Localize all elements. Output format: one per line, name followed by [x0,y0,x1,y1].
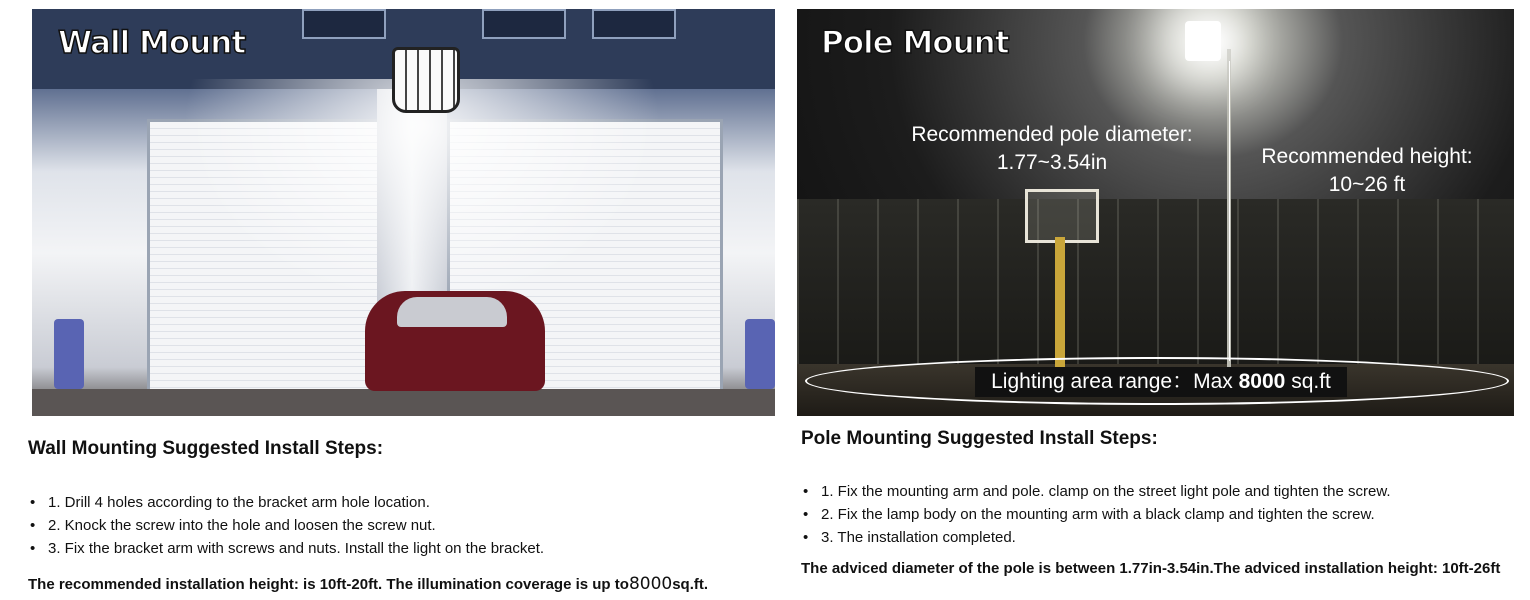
height-dimension-line [1229,61,1230,361]
court-fence [797,199,1514,369]
wall-steps-heading: Wall Mounting Suggested Install Steps: [28,438,384,459]
list-item: • 2. Knock the screw into the hole and loosen the screw nut. [28,514,544,537]
list-item: • 1. Drill 4 holes according to the bracket arm hole location. [28,491,544,514]
pole-diameter-label: Recommended pole diameter: [911,123,1193,146]
wall-note-text: The recommended installation height: is 10ft-20ft. The illumination coverage is up to [28,576,629,593]
wall-mount-title: Wall Mount [58,25,246,61]
list-item: • 1. Fix the mounting arm and pole. clamp on the street light pole and tighten the screw. [801,480,1391,503]
building-window [482,9,566,39]
wall-note-coverage: 8000 [628,574,673,594]
pole-height-label: Recommended height: [1261,145,1473,168]
building-window [302,9,386,39]
list-item: • 3. Fix the bracket arm with screws and nuts. Install the light on the bracket. [28,537,544,560]
solar-lamp-icon [392,47,460,113]
trash-bin [745,319,775,389]
lighting-range-unit: sq.ft [1291,370,1331,393]
light-beam [182,79,662,309]
wall-install-note [28,573,778,596]
lighting-range-text: Lighting area range：Max [991,370,1233,393]
pole-height-annotation [1227,143,1507,199]
wall-note-unit: sq.ft. [672,576,709,593]
ground [32,389,775,416]
list-item: • 2. Fix the lamp body on the mounting arm with a black clamp and tighten the screw. [801,503,1391,526]
building-window [592,9,676,39]
basketball-post [1055,237,1065,367]
wall-mount-photo [32,9,775,416]
basketball-backboard [1025,189,1099,243]
car-rear-window [397,297,507,327]
lighting-range-label [975,367,1347,397]
pole-diameter-value: 1.77~3.54in [996,151,1108,174]
pole-install-note: The adviced diameter of the pole is between 1.77in-3.54in.The adviced installation height: 10ft-26ft [801,560,1501,577]
pole-mount-photo [797,9,1514,416]
pole-lamp-icon [1185,21,1221,61]
trash-bin [54,319,84,389]
pole-diameter-annotation [897,121,1207,177]
wall-steps-list [28,491,544,560]
pole-steps-heading: Pole Mounting Suggested Install Steps: [801,428,1158,449]
pole-steps-list [801,480,1391,549]
lighting-range-value: 8000 [1238,370,1286,393]
pole-height-value: 10~26 ft [1328,173,1406,196]
pole-mount-title: Pole Mount [821,25,1009,61]
list-item: • 3. The installation completed. [801,526,1391,549]
